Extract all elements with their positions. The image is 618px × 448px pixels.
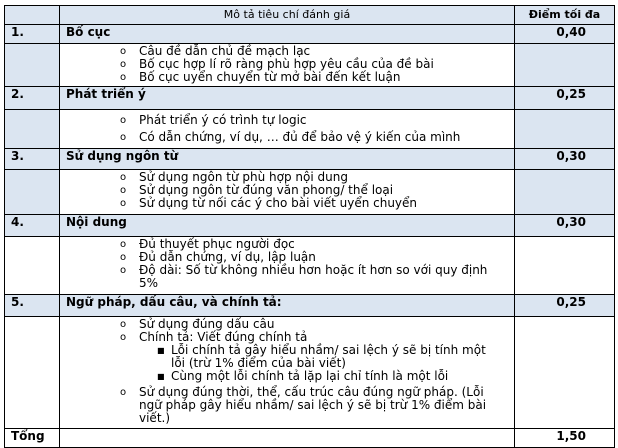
section-row-grammar: [5, 295, 615, 317]
criteria-item: o Bố cục hợp lí rõ ràng phù hợp yêu cầu của đề bài: [120, 57, 434, 71]
section-details-idea-development: [5, 110, 615, 149]
criteria-list: [60, 110, 514, 148]
criteria-item: o Sử dụng ngôn từ phù hợp nội dung: [120, 170, 348, 184]
section-number: 2.: [5, 87, 60, 110]
section-title: Nội dung: [60, 215, 515, 237]
section-title: Phát triển ý: [60, 87, 515, 110]
section-details-grammar: [5, 317, 615, 429]
criteria-item: o Sử dụng đúng thời, thể, cấu trúc câu đúng ngữ pháp. (Lỗi ngữ pháp gây hiểu nhầm/ sai lệch ý sẽ bị trừ 1% điểm bài viết.): [120, 385, 487, 425]
criteria-item: o Sử dụng ngôn từ đúng văn phong/ thể loại: [120, 183, 394, 197]
section-number: 1.: [5, 25, 60, 44]
criteria-list: [60, 317, 514, 428]
sub-criteria-item: ■ Cùng một lỗi chính tả lặp lại chỉ tính là một lỗi: [157, 369, 449, 383]
section-score: 0,30: [515, 149, 615, 170]
section-score: 0,30: [515, 215, 615, 237]
criteria-item: o Độ dài: Số từ không nhiều hơn hoặc ít hơn so với quy định 5%: [120, 263, 488, 290]
section-score: 0,25: [515, 295, 615, 317]
section-details-layout: [5, 44, 615, 87]
criteria-item: o Chính tả: Viết đúng chính tả ■ Lỗi chính tả gây hiểu nhầm/ sai lệch ý sẽ bị tính một lỗi (trừ 1% điểm của bài viết) ■ Cùng một lỗi chính tả lặp lại chỉ tính là một lỗi: [60, 331, 514, 383]
criteria-item: o Có dẫn chứng, ví dụ, … đủ để bảo vệ ý kiến của mình: [120, 130, 461, 144]
criteria-item: o Đủ thuyết phục người đọc: [120, 237, 295, 251]
section-row-idea-development: [5, 87, 615, 110]
header-row: [5, 6, 615, 25]
criteria-item: o Sử dụng đúng dấu câu: [120, 317, 275, 331]
total-label: Tổng: [5, 429, 60, 448]
section-score: 0,40: [515, 25, 615, 44]
total-row: [5, 429, 615, 448]
section-row-layout: [5, 25, 615, 44]
section-title: Sử dụng ngôn từ: [60, 149, 515, 170]
section-number: 3.: [5, 149, 60, 170]
section-row-word-usage: [5, 149, 615, 170]
total-score: 1,50: [515, 429, 615, 448]
section-details-word-usage: [5, 170, 615, 215]
criteria-list: [60, 44, 514, 86]
section-number: 4.: [5, 215, 60, 237]
criteria-item: o Câu đề dẫn chủ đề mạch lạc: [120, 44, 311, 58]
section-title: Ngữ pháp, dấu câu, và chính tả:: [60, 295, 515, 317]
criteria-list: [60, 170, 514, 214]
criteria-item: o Đủ dẫn chứng, ví dụ, lập luận: [120, 250, 316, 264]
section-details-content: [5, 237, 615, 295]
section-number: 5.: [5, 295, 60, 317]
section-row-content: [5, 215, 615, 237]
criteria-item: o Phát triển ý có trình tự logic: [120, 113, 307, 127]
header-number-cell: [5, 6, 60, 25]
criteria-list: [60, 237, 514, 294]
criteria-item: o Bố cục uyển chuyển từ mở bài đến kết luận: [120, 70, 401, 84]
rubric-table: [4, 5, 615, 448]
sub-criteria-item: ■ Lỗi chính tả gây hiểu nhầm/ sai lệch ý sẽ bị tính một lỗi (trừ 1% điểm của bài viết): [157, 343, 486, 370]
header-max-score-cell: Điểm tối đa: [515, 6, 615, 25]
sub-criteria-list: [139, 344, 500, 383]
section-score: 0,25: [515, 87, 615, 110]
header-criteria-cell: Mô tả tiêu chí đánh giá: [60, 6, 515, 25]
criteria-item: o Sử dụng từ nối các ý cho bài viết uyển chuyển: [120, 196, 418, 210]
section-title: Bố cục: [60, 25, 515, 44]
